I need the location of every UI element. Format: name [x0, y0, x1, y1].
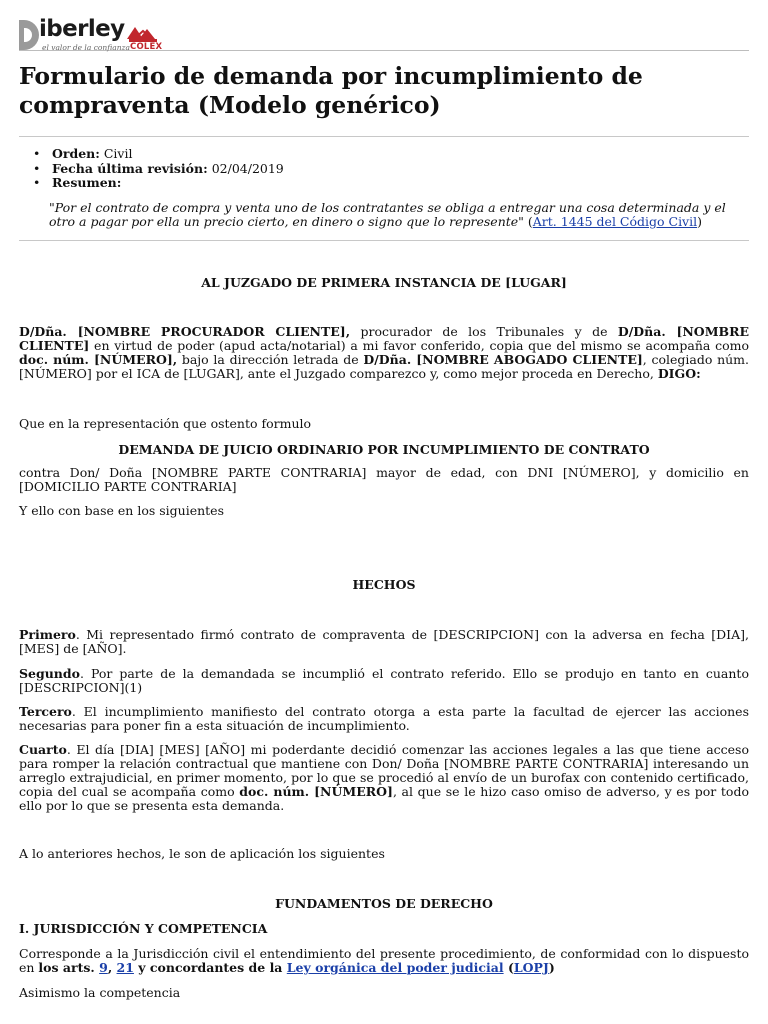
arts-comma: , [107, 960, 117, 975]
lopj-link[interactable]: LOPJ [513, 960, 549, 975]
hecho-segundo-label: Segundo [19, 666, 80, 681]
competencia-text: Asimismo la competencia [19, 985, 181, 1000]
logo-wordmark: iberley [39, 16, 125, 42]
arts-label: los arts. [38, 960, 100, 975]
summary-quote-text: "Por el contrato de compra y venta uno de los contratantes se obliga a entregar una cosa determinada y el otro a pagar por ella un precio cierto, en dinero o signo que lo represente" [49, 200, 726, 229]
jurisdiccion-paragraph [19, 947, 749, 975]
court-heading: AL JUZGADO DE PRIMERA INSTANCIA DE [LUGAR] [201, 275, 567, 290]
hecho-primero-label: Primero [19, 627, 76, 642]
intro-text-2: en virtud de poder (apud acta/notarial) a mi favor conferido, copia que del mismo se acompaña como [89, 338, 749, 353]
lopj-close: ) [548, 960, 555, 975]
hecho-segundo-text: . Por parte de la demandada se incumplió el contrato referido. Ello se produjo en tanto en cuanto [DESCRIPCION](1) [19, 666, 749, 695]
jurisdiccion-text: Corresponde a la Jurisdicción civil el entendimiento del presente procedimiento, de conformidad con lo dispuesto en [19, 946, 749, 975]
hecho-primero [19, 628, 749, 656]
iberley-logo-mark-icon [19, 20, 39, 50]
meta-orden [33, 147, 284, 162]
hecho-cuarto-text: . El día [DIA] [MES] [AÑO] mi poderdante decidió comenzar las acciones legales a las que tiene acceso para romper la relación contractual que mantiene con Don/ Doña [NOMBRE PARTE CONTRARIA] interesando un arreglo extrajudicial, en primer momento, por lo que se procedió al envío de un burofax con contenido certificado, copia del cual se acompaña como [19, 742, 749, 799]
logo-tagline: el valor de la confianza [42, 43, 130, 52]
art-21-link[interactable]: 21 [116, 960, 134, 975]
meta-orden-label: Orden: [52, 146, 100, 161]
poder-doc-number: doc. núm. [NÚMERO], [19, 352, 178, 367]
basis-text: Y ello con base en los siguientes [19, 503, 224, 518]
section-i-heading: I. JURISDICCIÓN Y COMPETENCIA [19, 921, 268, 936]
hecho-cuarto-text-2: , al que se le hizo caso omiso de adverso, y es por todo ello por lo que se presenta esta demanda. [19, 784, 749, 813]
intro-paragraph [19, 325, 749, 381]
cliente-name: D/Dña. [NOMBRE CLIENTE] [19, 324, 750, 353]
concordantes-text: y concordantes de la [133, 960, 287, 975]
meta-fecha [33, 162, 284, 177]
representation-text: Que en la representación que ostento formulo [19, 416, 312, 431]
abogado-name: D/Dña. [NOMBRE ABOGADO CLIENTE] [363, 352, 643, 367]
applicable-text: A lo anteriores hechos, le son de aplicación los siguientes [19, 846, 385, 861]
meta-fecha-value: 02/04/2019 [211, 160, 284, 176]
demand-heading: DEMANDA DE JUICIO ORDINARIO POR INCUMPLIMIENTO DE CONTRATO [118, 442, 650, 457]
summary-quote [49, 201, 749, 229]
hecho-tercero-label: Tercero [19, 704, 72, 719]
meta-orden-value: Civil [103, 146, 133, 161]
burofax-doc-number: doc. núm. [NÚMERO] [239, 784, 393, 799]
ley-organica-link[interactable]: Ley orgánica del poder judicial [286, 960, 504, 975]
fundamentos-heading: FUNDAMENTOS DE DERECHO [275, 896, 493, 911]
page-title: Formulario de demanda por incumplimiento de compraventa (Modelo genérico) [19, 62, 643, 119]
art-9-link[interactable]: 9 [99, 960, 108, 975]
hecho-tercero [19, 705, 749, 733]
lopj-open: ( [503, 960, 514, 975]
hechos-heading: HECHOS [352, 577, 416, 592]
hecho-cuarto [19, 743, 749, 813]
hecho-tercero-text: . El incumplimiento manifiesto del contrato otorga a esta parte la facultad de ejercer las acciones necesarias para poner fin a esta situación de incumplimiento. [19, 704, 749, 733]
intro-text-1: procurador de los Tribunales y de [350, 324, 618, 339]
codigo-civil-link[interactable]: Art. 1445 del Código Civil [532, 214, 698, 229]
procurador-name: D/Dña. [NOMBRE PROCURADOR CLIENTE], [19, 324, 351, 339]
intro-text-4: , colegiado núm. [NÚMERO] por el ICA de [LUGAR], ante el Juzgado comparezco y, como mejor proceda en Derecho, [19, 352, 750, 381]
hecho-cuarto-label: Cuarto [19, 742, 67, 757]
hecho-primero-text: . Mi representado firmó contrato de compraventa de [DESCRIPCION] con la adversa en fecha [DIA], [MES] de [AÑO]. [19, 627, 749, 656]
hecho-segundo [19, 667, 749, 695]
colex-label: COLEX [130, 42, 163, 52]
metadata-list [33, 147, 284, 191]
against-paragraph: contra Don/ Doña [NOMBRE PARTE CONTRARIA] mayor de edad, con DNI [NÚMERO], y domicilio en [DOMICILIO PARTE CONTRARIA] [19, 465, 749, 494]
digo: DIGO: [657, 366, 701, 381]
summary-paren-close: ) [697, 214, 703, 229]
meta-fecha-label: Fecha última revisión: [52, 160, 208, 176]
divider [19, 240, 749, 241]
site-header [19, 0, 749, 51]
document-page [19, 0, 750, 1000]
divider [19, 136, 749, 137]
intro-text-3: bajo la dirección letrada de [177, 352, 364, 367]
meta-resumen [33, 176, 284, 191]
summary-paren-open: ( [523, 214, 533, 229]
meta-resumen-label: Resumen: [52, 175, 122, 190]
